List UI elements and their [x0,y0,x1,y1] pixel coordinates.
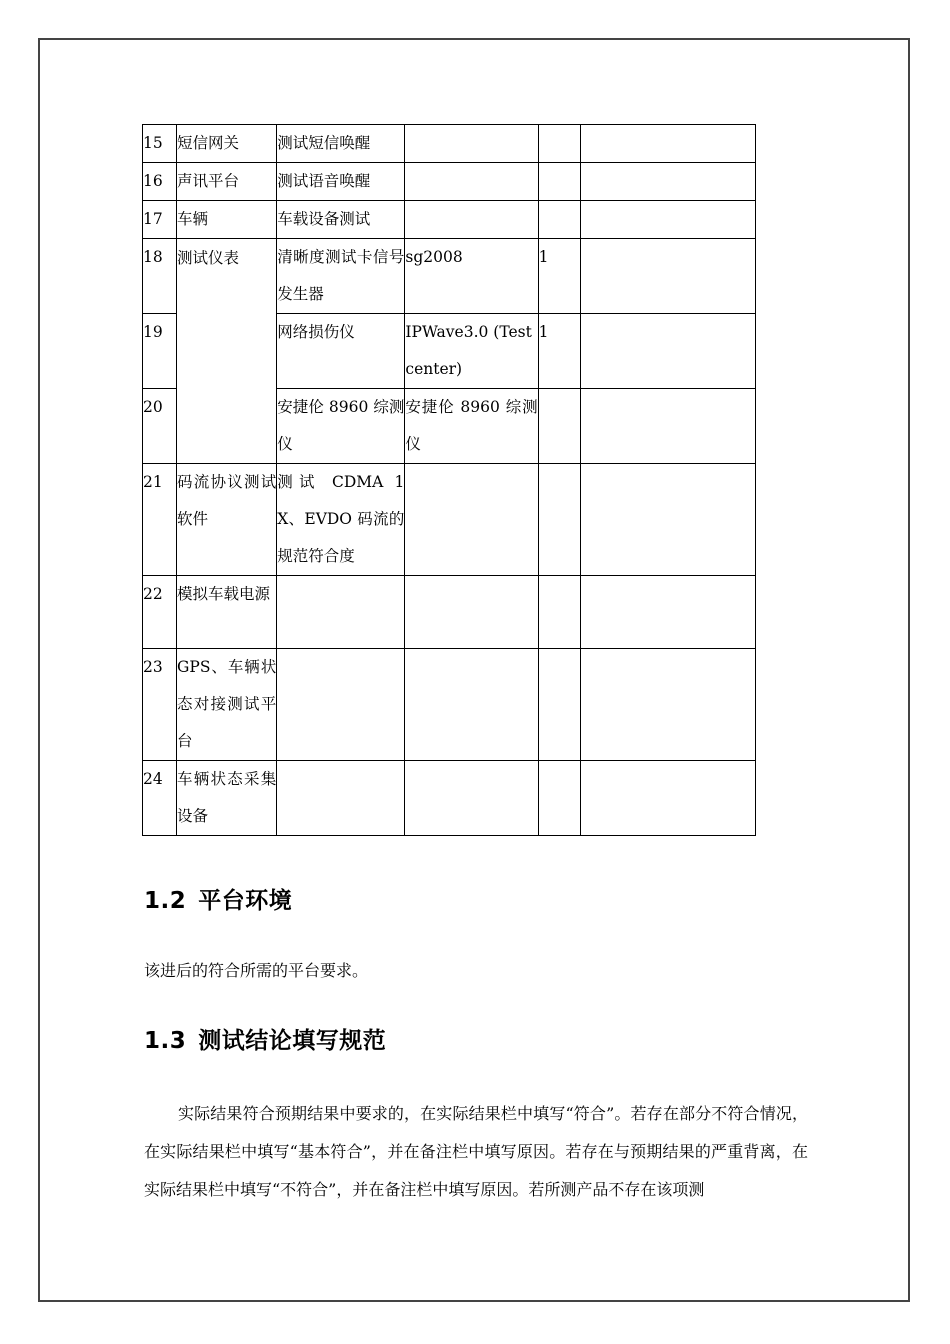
section-1-3-body: 实际结果符合预期结果中要求的，在实际结果栏中填写“符合”。若存在部分不符合情况，在实际结果栏中填写“基本符合”，并在备注栏中填写原因。若存在与预期结果的严重背离，在实际结果栏中填写“不符合”，并在备注栏中填写原因。若所测产品不存在该项测 [144,1104,808,1199]
cell-note [580,649,755,761]
cell-name: 测试仪表 [177,239,277,464]
cell-no: 20 [143,389,177,464]
cell-no: 22 [143,576,177,649]
section-heading-1-3 [144,1022,386,1055]
cell-note [580,389,755,464]
cell-qty [538,761,580,836]
table-row [143,201,756,239]
cell-qty [538,576,580,649]
section-title: 测试结论填写规范 [198,1028,387,1054]
cell-note [580,125,755,163]
cell-note [580,163,755,201]
table-row [143,761,756,836]
cell-note [580,239,755,314]
cell-note [580,201,755,239]
table-row [143,239,756,314]
table-row [143,464,756,576]
cell-model: 安捷伦 8960 综测仪 [405,389,538,464]
cell-no: 16 [143,163,177,201]
cell-model [405,649,538,761]
cell-model [405,201,538,239]
cell-note [580,464,755,576]
cell-note [580,761,755,836]
equipment-table [142,124,756,836]
cell-purpose: 测试短信唤醒 [277,125,405,163]
cell-qty [538,464,580,576]
cell-purpose: 网络损伤仪 [277,314,405,389]
cell-no: 24 [143,761,177,836]
cell-name: 码流协议测试软件 [177,464,277,576]
cell-purpose [277,761,405,836]
cell-note [580,576,755,649]
cell-qty: 1 [538,239,580,314]
cell-note [580,314,755,389]
cell-name: 短信网关 [177,125,277,163]
cell-qty [538,389,580,464]
cell-purpose: 测试语音唤醒 [277,163,405,201]
section-number: 1.3 [144,1028,187,1054]
table-row [143,125,756,163]
cell-qty [538,649,580,761]
cell-model [405,163,538,201]
cell-qty [538,163,580,201]
cell-no: 21 [143,464,177,576]
section-heading-1-2 [144,882,292,915]
table-row [143,576,756,649]
cell-no: 19 [143,314,177,389]
cell-name: 声讯平台 [177,163,277,201]
cell-purpose: 测试 CDMA 1X、EVDO 码流的规范符合度 [277,464,405,576]
cell-no: 17 [143,201,177,239]
cell-name: GPS、车辆状态对接测试平台 [177,649,277,761]
cell-name: 模拟车载电源 [177,576,277,649]
cell-model [405,576,538,649]
cell-name: 车辆 [177,201,277,239]
section-number: 1.2 [144,888,187,914]
cell-no: 23 [143,649,177,761]
cell-purpose [277,576,405,649]
cell-model: IPWave3.0 (Testcenter) [405,314,538,389]
cell-qty: 1 [538,314,580,389]
cell-model [405,125,538,163]
cell-qty [538,201,580,239]
cell-name: 车辆状态采集设备 [177,761,277,836]
table-row [143,649,756,761]
cell-purpose: 车载设备测试 [277,201,405,239]
cell-purpose: 安捷伦 8960 综测仪 [277,389,405,464]
section-title: 平台环境 [198,888,293,914]
cell-purpose [277,649,405,761]
cell-model: sg2008 [405,239,538,314]
cell-purpose: 清晰度测试卡信号发生器 [277,239,405,314]
cell-no: 18 [143,239,177,314]
cell-qty [538,125,580,163]
table-row [143,163,756,201]
cell-model [405,761,538,836]
cell-no: 15 [143,125,177,163]
cell-model [405,464,538,576]
section-1-2-body: 该进后的符合所需的平台要求。 [144,961,369,980]
